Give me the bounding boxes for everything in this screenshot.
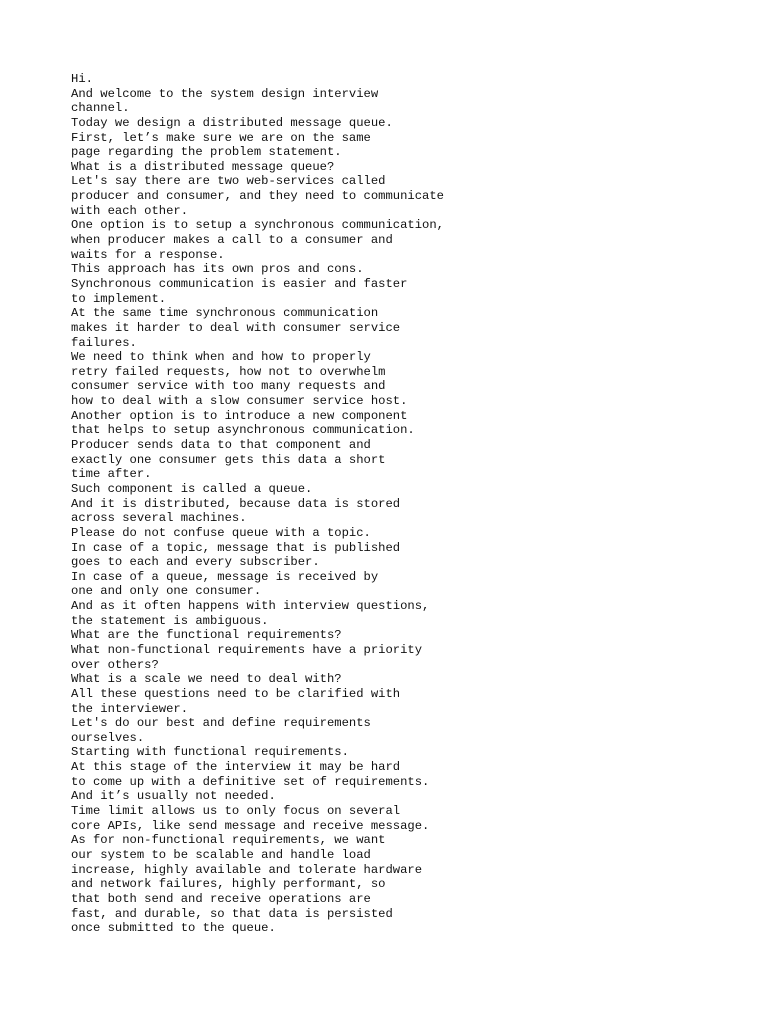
transcript-line: that both send and receive operations are [71,891,371,906]
transcript-line: Starting with functional requirements. [71,745,349,760]
transcript-line: core APIs, like send message and receive message. [71,818,430,833]
transcript-line: Hi. [71,72,93,86]
transcript-line: Let's do our best and define requirements [71,716,371,731]
transcript-line: to come up with a definitive set of requirements. [71,774,430,789]
transcript-line: As for non-functional requirements, we want [71,833,386,848]
transcript-line: First, let’s make sure we are on the same [71,130,371,145]
transcript-line: Time limit allows us to only focus on several [71,804,401,819]
transcript-line: Let's say there are two web-services called [71,174,386,189]
transcript-line: waits for a response. [71,247,225,262]
transcript-line: our system to be scalable and handle load [71,847,371,862]
transcript-line: when producer makes a call to a consumer and [71,233,393,248]
transcript-line: the interviewer. [71,701,189,716]
transcript-line: And it’s usually not needed. [71,789,276,804]
transcript-line: This approach has its own pros and cons. [71,262,364,277]
transcript-line: one and only one consumer. [71,584,262,599]
transcript-line: increase, highly available and tolerate hardware [71,862,423,877]
transcript-line: And as it often happens with interview questions, [71,599,430,614]
transcript-line: fast, and durable, so that data is persisted [71,906,393,921]
transcript-line: how to deal with a slow consumer service host. [71,394,408,409]
transcript-line: Producer sends data to that component and [71,438,371,453]
transcript-line: time after. [71,467,152,482]
transcript-line: At this stage of the interview it may be hard [71,760,401,775]
transcript-line: that helps to setup asynchronous communication. [71,423,415,438]
transcript-line: What is a scale we need to deal with? [71,672,342,687]
transcript-line: Please do not confuse queue with a topic. [71,525,371,540]
transcript-line: Another option is to introduce a new component [71,408,408,423]
transcript-line: makes it harder to deal with consumer service [71,320,401,335]
transcript-line: and network failures, highly performant, so [71,877,386,892]
transcript-line: At the same time synchronous communication [71,306,379,321]
transcript-line: Synchronous communication is easier and faster [71,276,408,291]
transcript-line: In case of a queue, message is received by [71,569,379,584]
transcript-line: Today we design a distributed message queue. [71,115,393,130]
transcript-line: to implement. [71,291,167,306]
transcript-line: the statement is ambiguous. [71,613,269,628]
transcript-line: All these questions need to be clarified with [71,686,401,701]
transcript-line: One option is to setup a synchronous communication, [71,218,444,233]
transcript-line: channel. [71,101,130,116]
transcript-line: retry failed requests, how not to overwhelm [71,364,386,379]
transcript-line: In case of a topic, message that is published [71,540,401,555]
transcript-line: ourselves. [71,730,145,745]
transcript-line: What is a distributed message queue? [71,159,335,174]
transcript-line: What are the functional requirements? [71,628,342,643]
transcript-line: over others? [71,657,159,672]
transcript-line: goes to each and every subscriber. [71,555,320,570]
transcript-line: We need to think when and how to properly [71,350,371,365]
transcript-line: consumer service with too many requests and [71,379,386,394]
transcript-line: Such component is called a queue. [71,481,313,496]
transcript-line: What non-functional requirements have a priority [71,642,423,657]
document-page [71,72,761,936]
transcript-line: And it is distributed, because data is stored [71,496,401,511]
transcript-line: across several machines. [71,511,247,526]
transcript-line: producer and consumer, and they need to communicate [71,189,444,204]
transcript-line: page regarding the problem statement. [71,145,342,160]
transcript-line: And welcome to the system design interview [71,86,379,101]
transcript-line: with each other. [71,203,189,218]
transcript-line: once submitted to the queue. [71,921,276,936]
transcript-line: exactly one consumer gets this data a short [71,452,386,467]
transcript-line: failures. [71,335,137,350]
